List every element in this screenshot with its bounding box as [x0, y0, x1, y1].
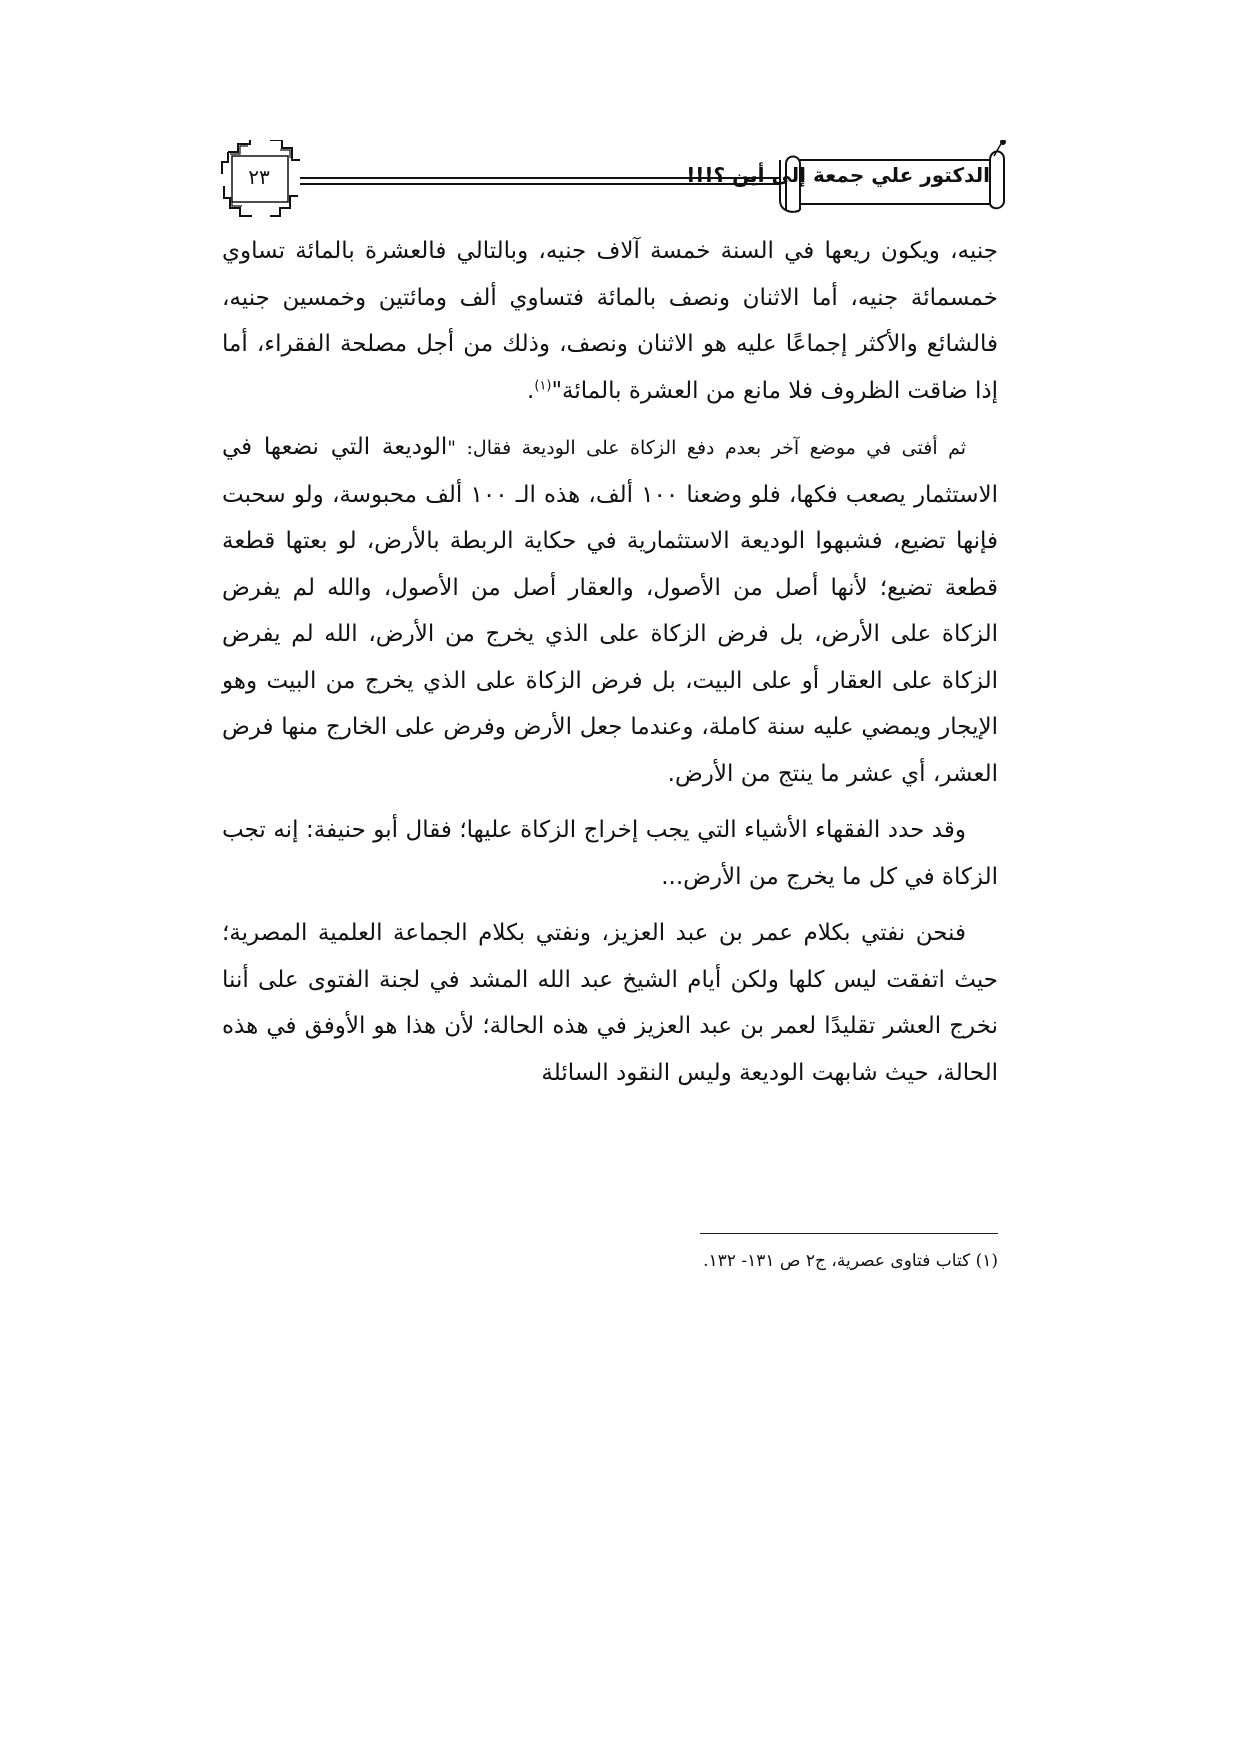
footnote: (١) كتاب فتاوى عصرية، ج٢ ص ١٣١- ١٣٢. — [703, 1251, 998, 1271]
footnote-reference: (١) — [534, 377, 552, 393]
paragraph — [222, 910, 998, 1096]
page-header — [220, 140, 1010, 220]
paragraph-text: وقد حدد الفقهاء الأشياء التي يجب إخراج الزكاة عليها؛ فقال أبو حنيفة: إنه تجب الزكاة في كل ما يخرج من الأرض... — [222, 817, 998, 890]
running-title: الدكتور علي جمعة إلى أين ؟!!! — [686, 163, 990, 187]
paragraph-lead-in: ثم أفتى في موضع آخر بعدم دفع الزكاة على الوديعة فقال: " — [447, 437, 967, 459]
footnote-separator — [700, 1233, 998, 1234]
paragraph-text: فنحن نفتي بكلام عمر بن عبد العزيز، ونفتي بكلام الجماعة العلمية المصرية؛ حيث اتفقت ليس كلها ولكن أيام الشيخ عبد الله المشد في لجنة الفتوى على أننا نخرج العشر تقليدًا لعمر بن عبد العزيز في هذه الحالة؛ لأن هذا هو الأوفق في هذه الحالة، حيث شابهت الوديعة وليس النقود السائلة — [222, 920, 998, 1086]
paragraph-text: الوديعة التي نضعها في الاستثمار يصعب فكها، فلو وضعنا ١٠٠ ألف، هذه الـ ١٠٠ ألف محبوسة، ولو سحبت فإنها تضيع، فشبهوا الوديعة الاستثمارية في حكاية الربطة بالأرض، لو بعتها قطعة قطعة تضيع؛ لأنها أصل من الأصول، والعقار أصل من الأصول، والله لم يفرض الزكاة على الأرض، بل فرض الزكاة على الذي يخرج من الأرض، الله لم يفرض الزكاة على العقار أو على البيت، بل فرض الزكاة على الذي يخرج من البيت وهو الإيجار ويمضي عليه سنة كاملة، وعندما جعل الأرض وفرض على الخارج منها فرض العشر، أي عشر ما ينتج من الأرض. — [222, 434, 999, 787]
paragraph — [222, 807, 998, 900]
paragraph — [222, 424, 998, 797]
paragraph-text: جنيه، ويكون ريعها في السنة خمسة آلاف جنيه، وبالتالي فالعشرة بالمائة تساوي خمسمائة جنيه، أما الاثنان ونصف بالمائة فتساوي ألف ومائتين وخمسين جنيه، فالشائع والأكثر إجماعًا عليه هو الاثنان ونصف، وذلك من أجل مصلحة الفقراء، أما إذا ضاقت الظروف فلا مانع من العشرة بالمائة" — [222, 238, 998, 404]
paragraph — [222, 228, 998, 414]
paragraph-end: . — [527, 377, 535, 404]
body-text — [222, 228, 998, 1106]
page-number: ٢٣ — [248, 165, 270, 189]
